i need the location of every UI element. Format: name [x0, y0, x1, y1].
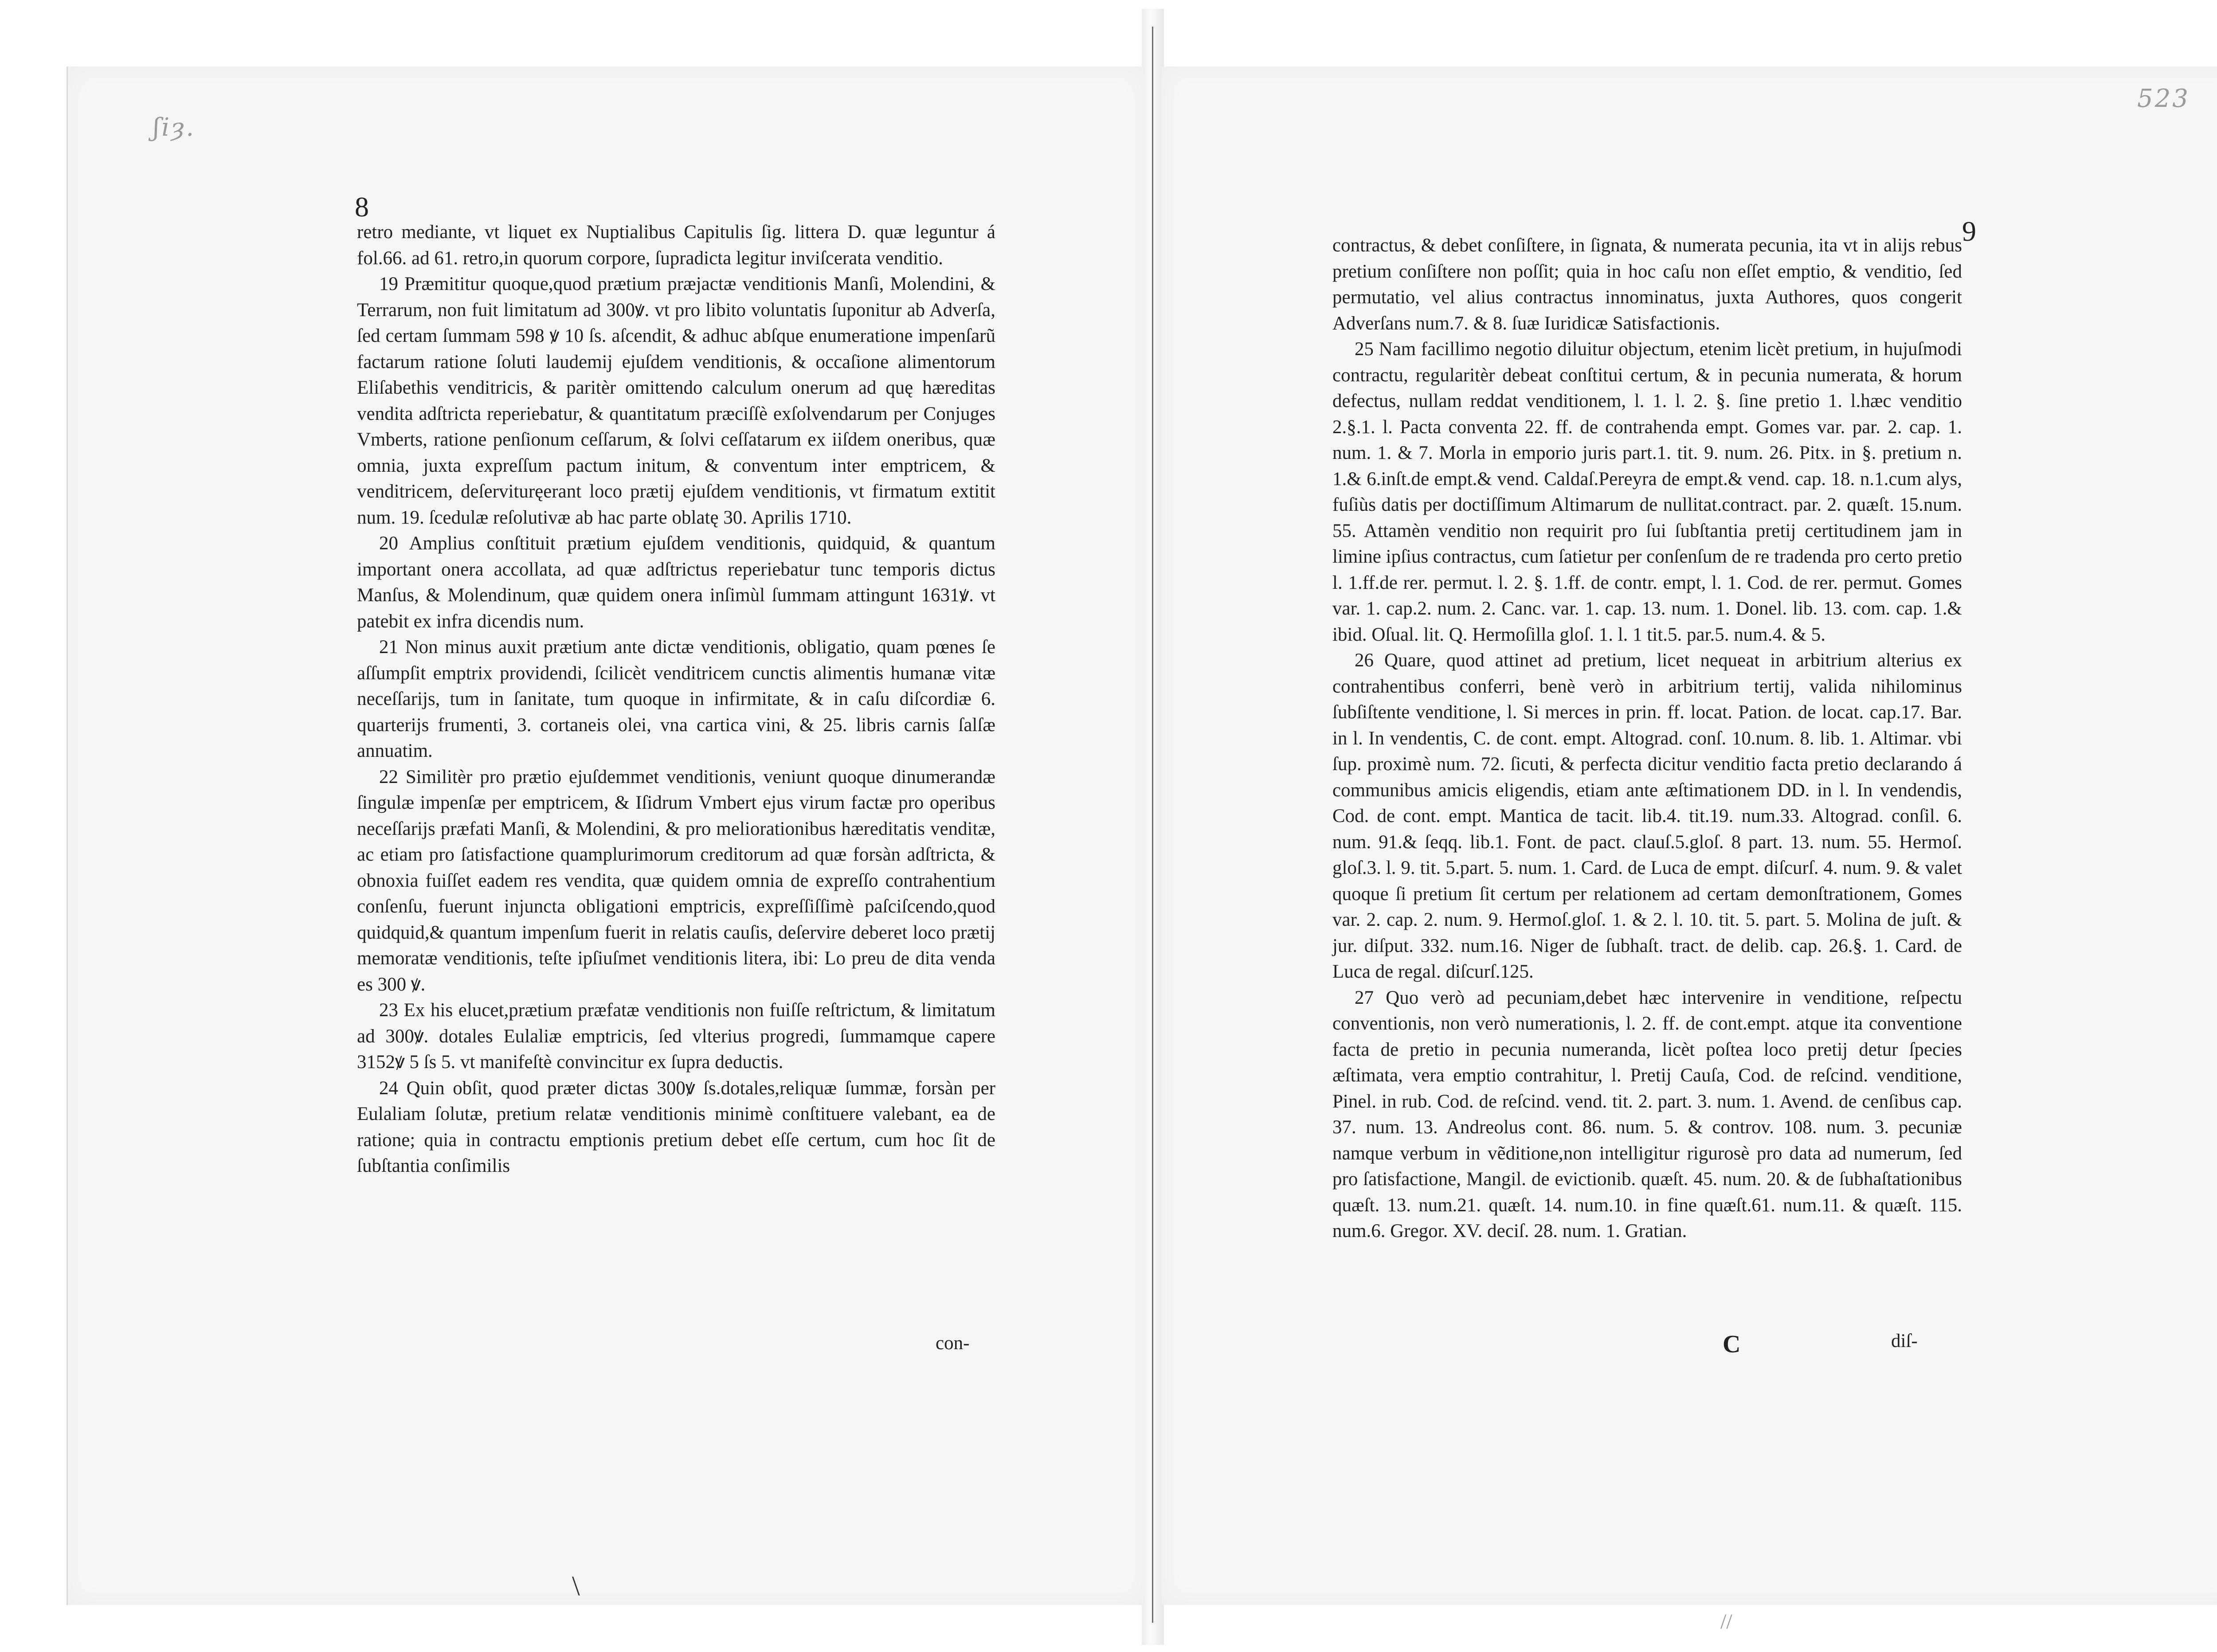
signature-mark: C [1723, 1331, 1741, 1358]
right-paragraph-0: contractus, & debet conſiſtere, in ſignata, & numerata pecunia, ita vt in alijs rebus pretium conſiſtere non poſſit; quia in hoc caſu non eſſet emptio, & venditio, ſed permutatio, vel alius contractus innominatus, juxta Authores, quos congerit Adverſans num.7. & 8. ſuæ Iuridicæ Satisfactionis. [1332, 235, 1962, 334]
left-paragraph-23: 23 Ex his elucet,prætium præfatæ venditionis non fuiſſe reſtrictum, & limitatum ad 300ꝟ. dotales Eulaliæ emptricis, ſed vlterius progredi, ſummamque capere 3152ꝟ 5 ſs 5. vt manifeſtè convincitur ex ſupra deductis. [357, 1000, 995, 1073]
right-margin-note: 523 [2137, 84, 2190, 113]
left-page-number: 8 [355, 191, 369, 223]
right-page-stray-mark: // [1720, 1610, 1732, 1633]
left-paragraph-19: 19 Præmititur quoque,quod prætium præjactæ venditionis Manſi, Molendini, & Terrarum, non fuit limitatum ad 300ꝟ. vt pro libito voluntatis ſuponitur ab Adverſa, ſed certam ſummam 598 ꝟ 10 ſs. aſcendit, & adhuc abſque enumeratione impenſarũ factarum ratione ſoluti laudemij ejuſdem venditionis, & occaſione alimentorum Eliſabethis venditricis, & paritèr omittendo calculum onerum ad quę hæreditas vendita adſtricta reperiebatur, & quantitatum præciſſè exſolvendarum per Conjuges Vmberts, ratione penſionum ceſſarum, & ſolvi ceſſatarum ex iiſdem oneribus, quæ omnia, juxta expreſſum pactum initum, & conventum inter emptricem, & venditricem, deſervituręerant loco prætij ejuſdem venditionis, vt firmatum extitit num. 19. ſcedulæ reſolutivæ ab hac parte oblatę 30. Aprilis 1710. [357, 274, 995, 528]
left-paragraph-24: 24 Quin obſit, quod præter dictas 300ꝟ ſs.dotales,reliquæ ſummæ, forsàn per Eulaliam ſolutæ, pretium relatæ venditionis minimè conſtituere valebant, ea de ratione; quia in contractu emptionis pretium debet eſſe certum, cum hoc ſit de ſubſtantia conſimilis [357, 1077, 995, 1176]
right-catchword: diſ- [1891, 1331, 1918, 1351]
right-page-number: 9 [1962, 215, 1976, 247]
left-paragraph-20: 20 Amplius conſtituit prætium ejuſdem venditionis, quidquid, & quantum important onera accollata, ad quæ adſtrictus reperiebatur tunc temporis dictus Manſus, & Molendinum, quæ quidem onera inſimùl ſummam attingunt 1631ꝟ. vt patebit ex infra dicendis num. [357, 533, 995, 632]
right-page-text [1332, 233, 1962, 1245]
left-paragraph-0: retro mediante, vt liquet ex Nuptialibus Capitulis ſig. littera D. quæ leguntur á fol.66. ad 61. retro,in quorum corpore, ſupradicta legitur inviſcerata venditio. [357, 222, 995, 269]
left-paragraph-22: 22 Similitèr pro prætio ejuſdemmet venditionis, veniunt quoque dinumerandæ ſingulæ impenſæ per emptricem, & Iſidrum Vmbert ejus virum factæ pro operibus neceſſarijs præfati Manſi, & Molendini, & pro meliorationibus hæreditatis venditæ, ac etiam pro ſatisfactione quamplurimorum creditorum ad quæ forsàn adſtricta, & obnoxia fuiſſet eadem res vendita, quæ quidem omnia de expreſſo contrahentium conſenſu, fuerunt injuncta obligationi emptricis, expreſſiſſimè paſciſcendo,quod quidquid,& quantum impenſum fuerit in relatis cauſis, deſervire deberet loco prætij memoratæ venditionis, teſte ipſiuſmet venditionis litera, ibi: Lo preu de dita venda es 300 ꝟ. [357, 766, 995, 995]
left-margin-note: ʃiȝ. [153, 113, 196, 142]
right-paragraph-25: 25 Nam facillimo negotio diluitur objectum, etenim licèt pretium, in hujuſmodi contractu, regularitèr debeat conſtitui certum, & in pecunia numerata, & horum defectus, nullam reddat venditionem, l. 1. l. 2. §. ſine pretio 1. l.hæc venditio 2.§.1. l. Pacta conventa 22. ff. de contrahenda empt. Gomes var. par. 2. cap. 1. num. 1. & 7. Morla in emporio juris part.1. tit. 9. num. 26. Pitx. in §. pretium n. 1.& 6.inſt.de empt.& vend. Caldaſ.Pereyra de empt.& vend. cap. 18. n.1.cum alys, fuſiùs datis per doctiſſimum Altimarum de nullitat.contract. par. 2. quæſt. 15.num. 55. Attamèn venditio non requirit pro ſui ſubſtantia pretij certitudinem jam in limine ipſius contractus, cum ſatietur per conſenſum de re tradenda pro certo pretio l. 1.ff.de rer. permut. l. 2. §. 1.ff. de contr. empt, l. 1. Cod. de rer. permut. Gomes var. 1. cap.2. num. 2. Canc. var. 1. cap. 13. num. 1. Donel. lib. 13. com. cap. 1.& ibid. Oſual. lit. Q. Hermoſilla gloſ. 1. l. 1 tit.5. par.5. num.4. & 5. [1332, 339, 1962, 645]
left-page-stray-mark: \ [572, 1570, 580, 1601]
left-paragraph-21: 21 Non minus auxit prætium ante dictæ venditionis, obligatio, quam pœnes ſe aſſumpſit emptrix providendi, ſcilicèt venditricem cunctis alimentis humanæ vitæ neceſſarijs, tum in ſanitate, tum quoque in infirmitate, & in caſu diſcordiæ 6. quarterijs frumenti, 3. cortaneis olei, vna cartica vini, & 25. libris carnis ſalſæ annuatim. [357, 637, 995, 761]
left-catchword: con- [936, 1333, 970, 1354]
left-page-text [357, 219, 995, 1179]
gutter-fold-line [1152, 27, 1153, 1623]
right-paragraph-26: 26 Quare, quod attinet ad pretium, licet nequeat in arbitrium alterius ex contrahentibus conferri, benè verò in arbitrium tertij, valida nihilominus ſubſiſtente venditione, l. Si merces in prin. ff. locat. Pation. de locat. cap.17. Bar. in l. In vendentis, C. de cont. empt. Altograd. conſ. 10.num. 8. lib. 1. Altimar. vbi ſup. proximè num. 72. ſicuti, & perfecta dicitur venditio facta pretio declarando á communibus amicis eligendis, etiam ante æſtimationem DD. in l. In vendendis, Cod. de cont. empt. Mantica de tacit. lib.4. tit.19. num.33. Altograd. conſil. 6. num. 91.& ſeqq. lib.1. Font. de pact. clauſ.5.gloſ. 8 part. 13. num. 55. Hermoſ. gloſ.3. l. 9. tit. 5.part. 5. num. 1. Card. de Luca de empt. diſcurſ. 4. num. 9. & valet quoque ſi pretium ſit certum per relationem ad certam demonſtrationem, Gomes var. 2. cap. 2. num. 9. Hermoſ.gloſ. 1. & 2. l. 10. tit. 5. part. 5. Molina de juſt. & jur. diſput. 332. num.16. Niger de ſubhaſt. tract. de delib. cap. 26.§. 1. Card. de Luca de regal. diſcurſ.125. [1332, 650, 1962, 982]
right-paragraph-27: 27 Quo verò ad pecuniam,debet hæc intervenire in venditione, reſpectu conventionis, non verò numerationis, l. 2. ff. de cont.empt. atque ita conventione facta de pretio in pecunia numeranda, licèt poſtea loco pretij detur ſpecies æſtimata, vera emptio contrahitur, l. Pretij Cauſa, Cod. de reſcind. venditione, Pinel. in rub. Cod. de reſcind. vend. tit. 2. part. 3. num. 1. Avend. de cenſibus cap. 37. num. 13. Andreolus cont. 86. num. 5. & controv. 108. num. 3. pecuniæ namque verbum in vẽditione,non intelligitur rigurosè pro data ad numerum, ſed pro ſatisfactione, Mangil. de evictionib. quæſt. 45. num. 20. & de ſubhaſtationibus quæſt. 13. num.21. quæſt. 14. num.10. in fine quæſt.61. num.11. & quæſt. 115. num.6. Gregor. XV. deciſ. 28. num. 1. Gratian. [1332, 987, 1962, 1241]
